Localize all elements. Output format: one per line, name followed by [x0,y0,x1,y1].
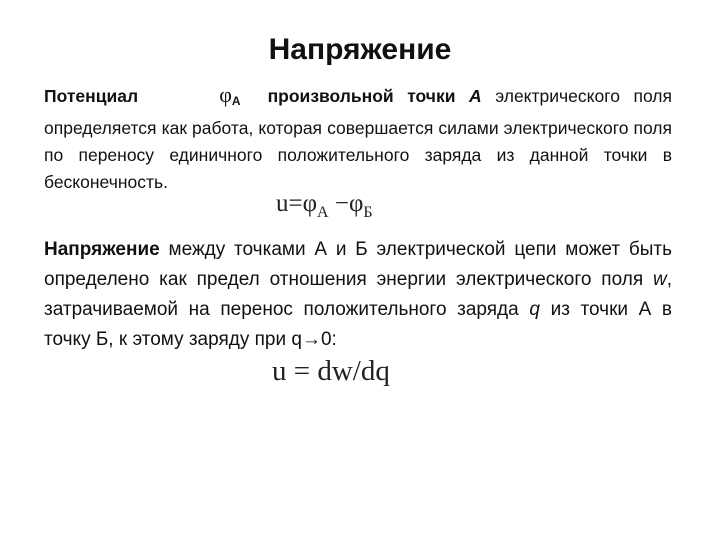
potential-term: Потенциал [44,86,139,106]
voltage-derivative-formula: u = dw/dq [272,355,390,387]
voltage-text-3: из точки А в точку Б, к этому заряду при q→0: [44,299,673,350]
potential-paragraph [44,81,672,196]
formula1-sub2: Б [363,204,373,221]
voltage-paragraph [44,235,672,355]
potential-definition-text: электрического поля определяется как работа, которая совершается силами электрического поля по переносу единичного положительного заряда из данной точки в бесконечность. [44,86,672,192]
slide-title: Напряжение [268,33,452,66]
voltage-text-1: между точками А и Б электрической цепи может быть определено как предел отношения энергии электрического поля [44,239,672,290]
arbitrary-point-text: произвольной точки [267,86,456,106]
formula1-u: u [276,190,289,217]
formula1-sub1: А [317,204,329,221]
phi-subscript: А [231,94,241,108]
voltage-text-2: , затрачиваемой на перенос положительного заряда [44,269,672,320]
phi-symbol: φ [219,82,232,107]
point-a-label: А [469,86,482,106]
energy-symbol-w: w [652,269,667,290]
formula1-phi2: φ [348,190,364,217]
formula1-minus: − [334,190,349,217]
voltage-term: Напряжение [44,239,160,260]
formula1-phi1: φ [302,190,318,217]
formula1-eq: = [288,190,303,217]
potential-difference-formula [276,190,373,222]
charge-symbol-q: q [529,299,540,320]
